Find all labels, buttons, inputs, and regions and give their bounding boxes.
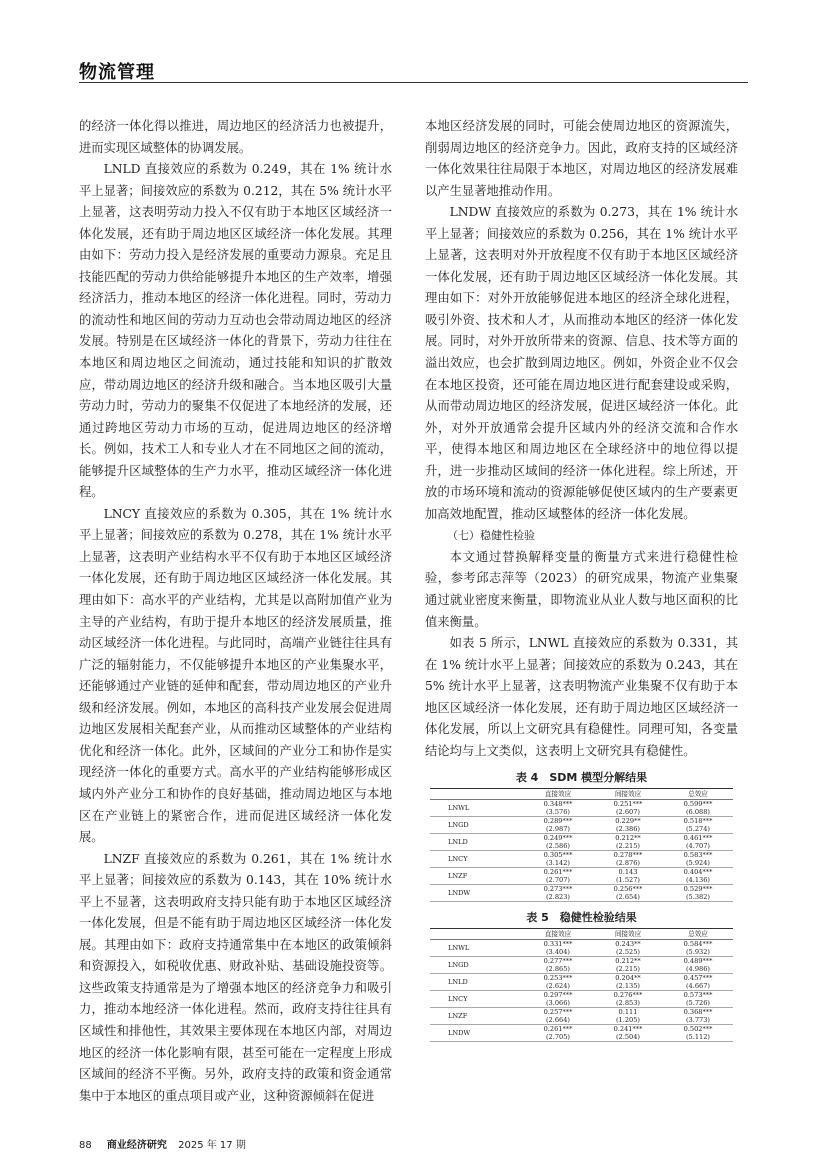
table-header-row — [430, 929, 733, 940]
paragraph: 本地区经济发展的同时，可能会使周边地区的资源流失，削弱周边地区的经济竞争力。因此，政府支持的区域经济一体化效果往往局限于本地区，对周边地区的经济发展难以产生显著地推动作用。 — [425, 119, 738, 198]
std-error: (3.066) — [545, 999, 571, 1008]
std-error: (3.404) — [545, 948, 571, 957]
table-header-cell: 总效应 — [663, 929, 733, 940]
coefficient: 0.404*** — [683, 868, 713, 877]
table5 — [430, 928, 733, 1042]
issue-label: 2025 年 17 期 — [178, 1140, 246, 1151]
page-header-title: 物流管理 — [79, 62, 155, 83]
table-header-cell — [430, 789, 523, 800]
coefficient: 0.229** — [615, 817, 641, 826]
std-error: (2.876) — [615, 859, 641, 868]
coefficient: 0.251*** — [613, 800, 643, 809]
table-cell — [593, 940, 663, 957]
table-header-cell: 直接效应 — [523, 789, 593, 800]
coefficient: 0.573*** — [683, 991, 713, 1000]
row-variable: LNZF — [430, 868, 523, 885]
coefficient: 0.331*** — [543, 940, 573, 949]
paragraph: 如表 5 所示，LNWL 直接效应的系数为 0.331，其在 1% 统计水平上显著；间接效应的系数为 0.243，其在 5% 统计水平上显著，这表明物流产业集聚不仅有助于本地区区域经济一体化发展，还有助于周边地区区域经济一体化发展，所以上文研究具有稳健性。同理可知，各变量结论均与上文类似，这表明上文研究具有稳健性。 — [425, 636, 738, 758]
table-cell — [593, 885, 663, 902]
std-error: (5.274) — [685, 825, 711, 834]
table-cell — [663, 974, 733, 991]
table-cell — [523, 991, 593, 1008]
coefficient: 0.249*** — [543, 834, 573, 843]
std-error: (6.088) — [685, 808, 711, 817]
table-row — [430, 834, 733, 851]
section-heading: （七）稳健性检验 — [447, 529, 535, 543]
table-cell — [663, 868, 733, 885]
table-cell — [663, 885, 733, 902]
coefficient: 0.489*** — [683, 957, 713, 966]
coefficient: 0.273*** — [543, 885, 573, 894]
row-variable: LNGD — [430, 957, 523, 974]
coefficient: 0.305*** — [543, 851, 573, 860]
coefficient: 0.461*** — [683, 834, 713, 843]
std-error: (2.586) — [545, 842, 571, 851]
page-footer — [79, 1136, 246, 1151]
coefficient: 0.297*** — [543, 991, 573, 1000]
std-error: (2.705) — [545, 1033, 571, 1042]
coefficient: 0.277*** — [543, 957, 573, 966]
table-row — [430, 885, 733, 902]
std-error: (5.932) — [685, 948, 711, 957]
table-header-cell: 总效应 — [663, 789, 733, 800]
coefficient: 0.261*** — [543, 1025, 573, 1034]
table-row — [430, 817, 733, 834]
std-error: (2.823) — [545, 893, 571, 902]
table4-title: 表 4 SDM 模型分解结果 — [515, 771, 648, 785]
row-variable: LNDW — [430, 1025, 523, 1042]
table-row — [430, 940, 733, 957]
table-cell — [663, 851, 733, 868]
table-row — [430, 974, 733, 991]
std-error: (2.135) — [615, 982, 641, 991]
std-error: (4.707) — [685, 842, 711, 851]
std-error: (2.386) — [615, 825, 641, 834]
coefficient: 0.241*** — [613, 1025, 643, 1034]
row-variable: LNDW — [430, 885, 523, 902]
table-cell — [523, 1008, 593, 1025]
table-cell — [663, 991, 733, 1008]
coefficient: 0.257*** — [543, 1008, 573, 1017]
std-error: (2.525) — [615, 948, 641, 957]
coefficient: 0.256*** — [613, 885, 643, 894]
std-error: (3.576) — [545, 808, 571, 817]
table-cell — [523, 817, 593, 834]
coefficient: 0.518*** — [683, 817, 713, 826]
table-cell — [593, 817, 663, 834]
table-row — [430, 851, 733, 868]
std-error: (5.924) — [685, 859, 711, 868]
table-cell — [523, 1025, 593, 1042]
table-cell — [523, 957, 593, 974]
std-error: (2.215) — [615, 965, 641, 974]
row-variable: LNLD — [430, 834, 523, 851]
table-header-cell: 直接效应 — [523, 929, 593, 940]
page-number: 88 — [79, 1140, 92, 1151]
std-error: (2.853) — [615, 999, 641, 1008]
row-variable: LNCY — [430, 991, 523, 1008]
std-error: (2.654) — [615, 893, 641, 902]
coefficient: 0.599*** — [683, 800, 713, 809]
paragraph: 的经济一体化得以推进，周边地区的经济活力也被提升，进而实现区域整体的协调发展。 — [79, 119, 392, 155]
coefficient: 0.111 — [618, 1008, 638, 1017]
coefficient: 0.212** — [615, 957, 641, 966]
coefficient: 0.289*** — [543, 817, 573, 826]
std-error: (1.205) — [615, 1016, 641, 1025]
left-column — [79, 116, 392, 1107]
table-header-cell: 间接效应 — [593, 789, 663, 800]
std-error: (2.707) — [545, 876, 571, 885]
table-cell — [593, 1008, 663, 1025]
table-cell — [523, 940, 593, 957]
table4 — [430, 788, 733, 902]
header-divider — [79, 82, 748, 83]
std-error: (2.865) — [545, 965, 571, 974]
table-cell — [663, 940, 733, 957]
coefficient: 0.212** — [615, 834, 641, 843]
coefficient: 0.261*** — [543, 868, 573, 877]
std-error: (4.986) — [685, 965, 711, 974]
std-error: (1.527) — [615, 876, 641, 885]
paragraph: LNCY 直接效应的系数为 0.305，其在 1% 统计水平上显著；间接效应的系数为 0.278，其在 1% 统计水平上显著，这表明产业结构水平不仅有助于本地区区域经济一体化发展，还有助于周边地区区域经济一体化发展。其理由如下：高水平的产业结构，尤其是以高附加值产业为主导的产业结构，有助于提升本地区的经济发展质量，推动区域经济一体化进程。与此同时，高端产业链往往具有广泛的辐射能力，不仅能够提升本地区的产业集聚水平，还能够通过产业链的延伸和配套，带动周边地区的产业升级和经济发展。例如，本地区的高科技产业发展会促进周边地区发展相关配套产业，从而推动区域整体的产业结构优化和经济一体化。此外，区域间的产业分工和协作是实现经济一体化的重要方式。高水平的产业结构能够形成区域内外产业分工和协作的良好基础，推动周边地区与本地区在产业链上的紧密合作，进而促进区域经济一体化发展。 — [79, 506, 392, 845]
table-cell — [593, 834, 663, 851]
coefficient: 0.368*** — [683, 1008, 713, 1017]
row-variable: LNLD — [430, 974, 523, 991]
table5-title: 表 5 稳健性检验结果 — [526, 911, 637, 925]
table-cell — [593, 957, 663, 974]
table-cell — [593, 851, 663, 868]
std-error: (2.987) — [545, 825, 571, 834]
table-cell — [523, 868, 593, 885]
table-cell — [593, 868, 663, 885]
coefficient: 0.583*** — [683, 851, 713, 860]
table-cell — [523, 800, 593, 817]
table-cell — [663, 834, 733, 851]
std-error: (5.382) — [685, 893, 711, 902]
coefficient: 0.276*** — [613, 991, 643, 1000]
table-cell — [663, 1008, 733, 1025]
std-error: (2.504) — [615, 1033, 641, 1042]
coefficient: 0.584*** — [683, 940, 713, 949]
table-cell — [663, 957, 733, 974]
paragraph: LNLD 直接效应的系数为 0.249，其在 1% 统计水平上显著；间接效应的系数为 0.212，其在 5% 统计水平上显著，这表明劳动力投入不仅有助于本地区区域经济一体化发展，还有助于周边地区区域经济一体化发展。其理由如下：劳动力投入是经济发展的重要动力源泉。充足且技能匹配的劳动力供给能够提升本地区的生产效率，增强经济活力，推动本地区的经济一体化进程。同时，劳动力的流动性和地区间的劳动力互动也会带动周边地区的经济发展。特别是在区域经济一体化的背景下，劳动力往往在本地区和周边地区之间流动，通过技能和知识的扩散效应，带动周边地区的经济升级和融合。当本地区吸引大量劳动力时，劳动力的聚集不仅促进了本地经济的发展，还通过跨地区劳动力市场的互动，促进周边地区的经济增长。例如，技术工人和专业人才在不同地区之间的流动，能够提升区域整体的生产力水平，推动区域经济一体化进程。 — [79, 162, 392, 500]
std-error: (2.624) — [545, 982, 571, 991]
table-row — [430, 868, 733, 885]
table-row — [430, 1008, 733, 1025]
std-error: (4.136) — [685, 876, 711, 885]
row-variable: LNWL — [430, 800, 523, 817]
coefficient: 0.204** — [615, 974, 641, 983]
table-row — [430, 991, 733, 1008]
std-error: (2.607) — [615, 808, 641, 817]
table-header-cell — [430, 929, 523, 940]
coefficient: 0.502*** — [683, 1025, 713, 1034]
coefficient: 0.278*** — [613, 851, 643, 860]
std-error: (2.664) — [545, 1016, 571, 1025]
std-error: (5.726) — [685, 999, 711, 1008]
row-variable: LNCY — [430, 851, 523, 868]
std-error: (5.112) — [685, 1033, 711, 1042]
coefficient: 0.243** — [615, 940, 641, 949]
std-error: (4.667) — [685, 982, 711, 991]
table-cell — [593, 800, 663, 817]
coefficient: 0.253*** — [543, 974, 573, 983]
table-cell — [663, 800, 733, 817]
table-cell — [663, 817, 733, 834]
table-cell — [663, 1025, 733, 1042]
std-error: (2.215) — [615, 842, 641, 851]
table-cell — [593, 991, 663, 1008]
paragraph: LNDW 直接效应的系数为 0.273，其在 1% 统计水平上显著；间接效应的系数为 0.256，其在 1% 统计水平上显著，这表明对外开放程度不仅有助于本地区区域经济一体化发展，还有助于周边地区区域经济一体化发展。其理由如下：对外开放能够促进本地区的经济全球化进程，吸引外资、技术和人才，从而推动本地区的经济一体化发展。同时，对外开放所带来的资源、信息、技术等方面的溢出效应，也会扩散到周边地区。例如，外资企业不仅会在本地区投资，还可能在周边地区进行配套建设或采购，从而带动周边地区的经济发展，促进区域经济一体化。此外，对外开放通常会提升区域内外的经济交流和合作水平，使得本地区和周边地区在全球经济中的地位得以提升，进一步推动区域间的经济一体化进程。综上所述，开放的市场环境和流动的资源能够促使区域内的生产要素更加高效地配置，推动区域整体的经济一体化发展。 — [425, 205, 738, 521]
coefficient: 0.457*** — [683, 974, 713, 983]
std-error: (3.142) — [545, 859, 571, 868]
std-error: (3.773) — [685, 1016, 711, 1025]
table-header-cell: 间接效应 — [593, 929, 663, 940]
row-variable: LNGD — [430, 817, 523, 834]
table-cell — [523, 834, 593, 851]
table-row — [430, 800, 733, 817]
coefficient: 0.529*** — [683, 885, 713, 894]
table-row — [430, 1025, 733, 1042]
table-cell — [523, 851, 593, 868]
table-header-row — [430, 789, 733, 800]
row-variable: LNWL — [430, 940, 523, 957]
table-cell — [593, 1025, 663, 1042]
paragraph: 本文通过替换解释变量的衡量方式来进行稳健性检验，参考邱志萍等（2023）的研究成果，物流产业集聚通过就业密度来衡量，即物流业从业人数与地区面积的比值来衡量。 — [425, 549, 738, 629]
table-row — [430, 957, 733, 974]
row-variable: LNZF — [430, 1008, 523, 1025]
right-column — [425, 116, 738, 1042]
table-cell — [523, 885, 593, 902]
coefficient: 0.143 — [618, 868, 638, 877]
table-cell — [523, 974, 593, 991]
coefficient: 0.348*** — [543, 800, 573, 809]
journal-name: 商业经济研究 — [106, 1140, 167, 1151]
paragraph: LNZF 直接效应的系数为 0.261，其在 1% 统计水平上显著；间接效应的系数为 0.143，其在 10% 统计水平上不显著，这表明政府支持只能有助于本地区区域经济一体化发展，但是不能有助于周边地区区域经济一体化发展。其理由如下：政府支持通常集中在本地区的政策倾斜和资源投入，如税收优惠、财政补贴、基础设施投资等。这些政策支持通常是为了增强本地区的经济竞争力和吸引力，推动本地经济一体化进程。然而，政府支持往往具有区域性和排他性，其效果主要体现在本地区内部，对周边地区的经济一体化影响有限，甚至可能在一定程度上形成区域间的经济不平衡。另外，政府支持的政策和资金通常集中于本地区的重点项目或产业，这种资源倾斜在促进 — [79, 851, 392, 1103]
table-cell — [593, 974, 663, 991]
